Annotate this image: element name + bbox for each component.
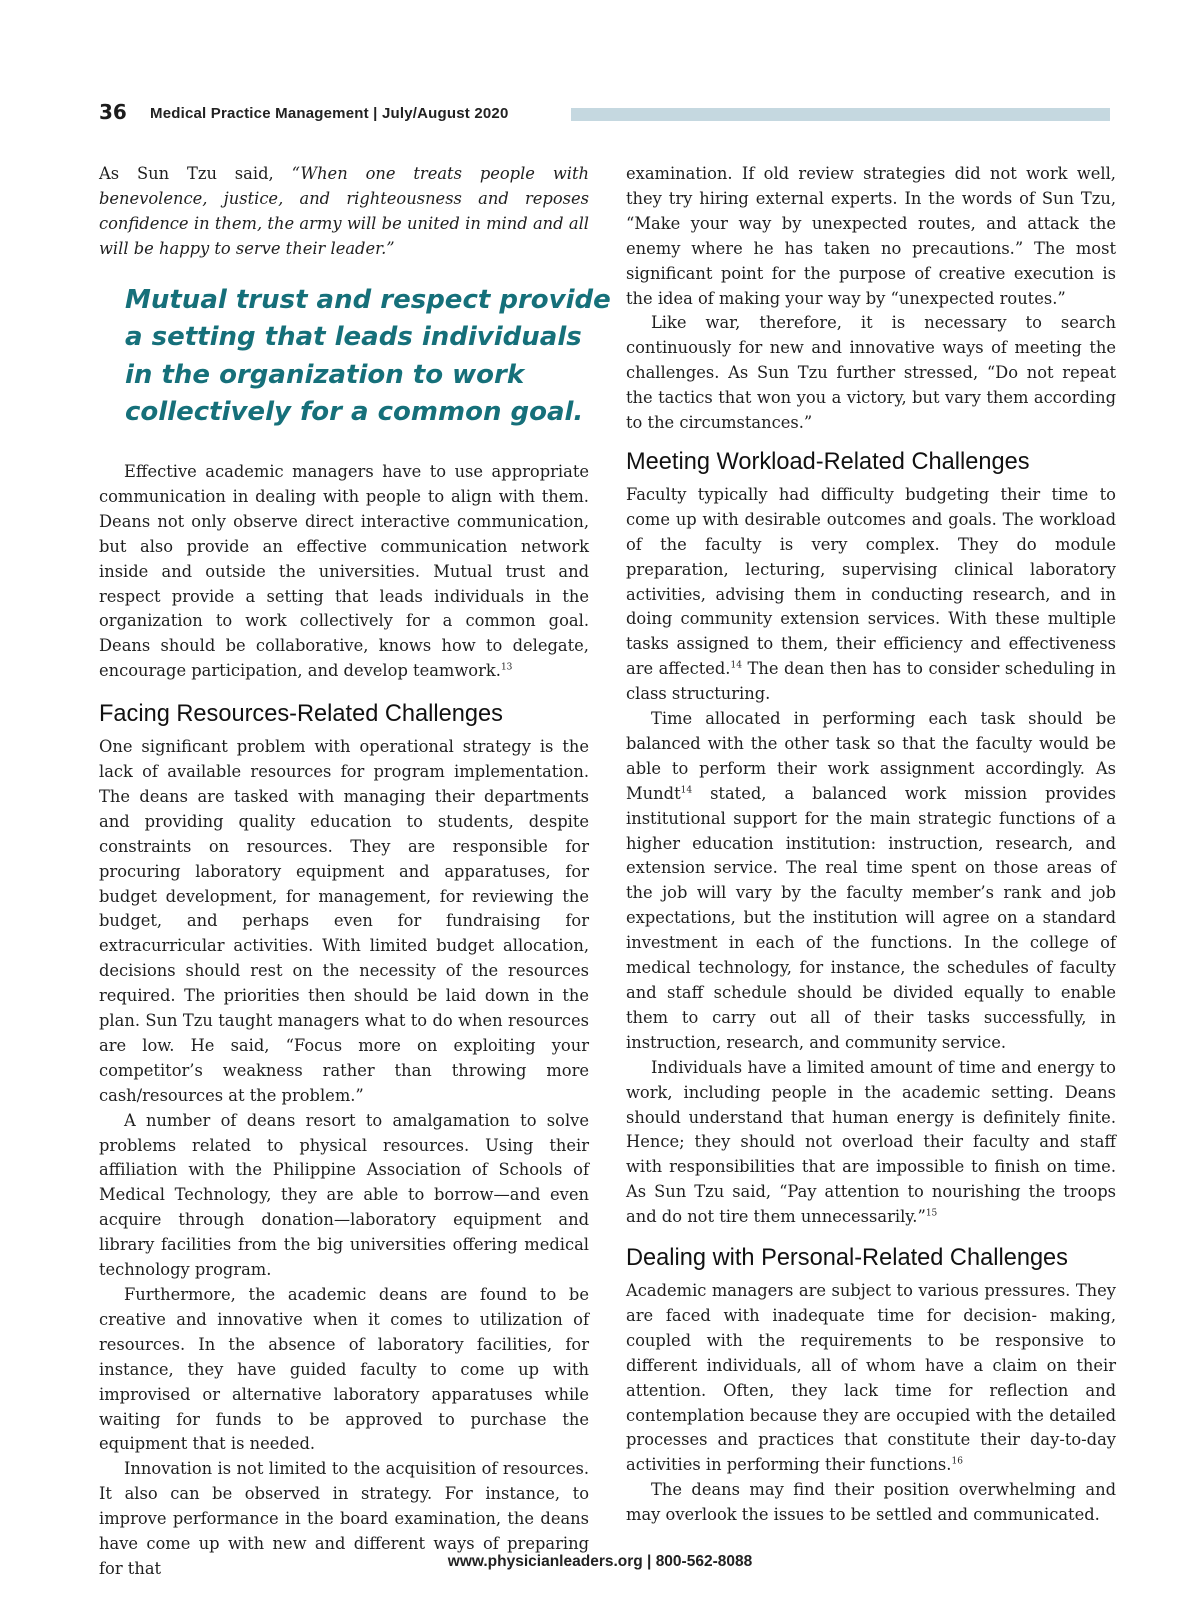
pull-quote-line: in the organization to work bbox=[125, 359, 525, 390]
page-number: 36 bbox=[99, 100, 127, 124]
body-paragraph: A number of deans resort to amalgamation to solve problems related to physical resources. Using their affiliation with the Philippine Association of Schools of Medical Technology, they are able to borrow—and even acquire through donation—laboratory equipment and library facilities from the big universities offering medical technology program. bbox=[99, 1110, 589, 1280]
body-paragraph: Individuals have a limited amount of time and energy to work, including people in the academic setting. Deans should understand that human energy is definitely finite. Hence; they should not overload their faculty and staff with responsibilities that are impossible to finish on time. As Sun Tzu said, “Pay attention to nourishing the troops and do not tire them unnecessarily.”$^{15}$ bbox=[626, 1057, 1116, 1227]
reference-superscript: 15 bbox=[925, 1208, 938, 1219]
section-heading-resources: Facing Resources-Related Challenges bbox=[99, 701, 503, 728]
intro-quote: “When one treats people with benevolence, justice, and righteousness and reposes confidence in them, the army will be united in mind and all will be happy to serve their leader.” bbox=[99, 164, 589, 258]
pull-quote-line: collectively for a common goal. bbox=[125, 397, 584, 428]
intro-quote-paragraph bbox=[99, 162, 589, 262]
section-heading-personal: Dealing with Personal-Related Challenges bbox=[626, 1245, 1068, 1272]
pull-quote-line: Mutual trust and respect provide bbox=[125, 284, 611, 315]
body-paragraph: The deans may find their position overwhelming and may overlook the issues to be settled and communicated. bbox=[626, 1480, 1116, 1525]
reference-superscript: 14 bbox=[680, 785, 693, 796]
body-paragraph: One significant problem with operational strategy is the lack of available resources for program implementation. The deans are tasked with managing their departments and providing quality education to students, despite constraints on resources. They are responsible for procuring laboratory equipment and apparatuses, for budget development, for management, for reviewing the budget, and perhaps even for fundraising for extracurricular activities. With limited budget allocation, decisions should rest on the necessity of the resources required. The priorities then should be laid down in the plan. Sun Tzu taught managers what to do when resources are low. He said, “Focus more on exploiting your competitor’s weakness rather than throwing more cash/resources at the problem.” bbox=[99, 737, 589, 1105]
body-paragraph: examination. If old review strategies did not work well, they try hiring external experts. In the words of Sun Tzu, “Make your way by unexpected routes, and attack the enemy where he has taken no precautions.” The most significant point for the purpose of creative execution is the idea of making your way by “unexpected routes.” bbox=[626, 164, 1116, 308]
reference-superscript: 14 bbox=[730, 660, 742, 671]
header-rule-bar bbox=[571, 108, 1110, 121]
body-paragraph: Faculty typically had difficulty budgeting their time to come up with desirable outcomes and goals. The workload of the faculty is very complex. They do module preparation, lecturing, supervising clinical laboratory activities, advising them in conducting research, and in doing community extension services. With these multiple tasks assigned to them, their efficiency and effectiveness are affected.$^{14}$ The dean then has to consider scheduling in class structuring. bbox=[626, 484, 1116, 704]
reference-superscript: 13 bbox=[500, 662, 513, 673]
reference-superscript: 16 bbox=[951, 1456, 963, 1467]
intro-prefix: As Sun Tzu said, bbox=[99, 164, 292, 183]
body-paragraph: Like war, therefore, it is necessary to search continuously for new and innovative ways of meeting the challenges. As Sun Tzu further stressed, “Do not repeat the tactics that won you a victory, but vary them according to the circumstances.” bbox=[626, 313, 1116, 433]
body-paragraph: Effective academic managers have to use appropriate communication in dealing with people to align with them. Deans not only observe direct interactive communication, but also provide an effective communication network inside and outside the universities. Mutual trust and respect provide a setting that leads individuals in the organization to work collectively for a common goal. Deans should be collaborative, knows how to delegate, encourage participation, and develop teamwork.$^{13}$ bbox=[99, 462, 589, 681]
body-paragraph: Innovation is not limited to the acquisition of resources. It also can be observed in strategy. For instance, to improve performance in the board examination, the deans have come up with new and different ways of preparing for that bbox=[99, 1459, 589, 1578]
pull-quote-line: a setting that leads individuals bbox=[125, 322, 582, 353]
pull-quote bbox=[125, 282, 611, 432]
section-heading-workload: Meeting Workload-Related Challenges bbox=[626, 448, 1030, 475]
body-paragraph: Time allocated in performing each task should be balanced with the other task so that the faculty would be able to perform their work assignment accordingly. As Mundt$^{14}$ stated, a balanced work mission provides institutional support for the main strategic functions of a higher education institution: instruction, research, and extension service. The real time spent on those areas of the job will vary by the faculty member’s rank and job expectations, but the institution will agree on a standard investment in each of the functions. In the college of medical technology, for instance, the schedules of faculty and staff schedule should be divided equally to enable them to carry out all of their tasks successfully, in instruction, research, and community service. bbox=[626, 709, 1116, 1052]
right-column bbox=[626, 162, 1116, 1528]
body-paragraph: Academic managers are subject to various pressures. They are faced with inadequate time for decision- making, coupled with the requirements to be responsive to different individuals, all of whom have a claim on their attention. Often, they lack time for reflection and contemplation because they are occupied with the detailed processes and practices that constitute their day-to-day activities in performing their functions.$^{16}$ bbox=[626, 1280, 1116, 1475]
page-footer: www.physicianleaders.org | 800-562-8088 bbox=[447, 1553, 753, 1570]
running-head: Medical Practice Management | July/August 2020 bbox=[150, 105, 509, 122]
body-paragraph: Furthermore, the academic deans are found to be creative and innovative when it comes to utilization of resources. In the absence of laboratory facilities, for instance, they have guided faculty to come up with improvised or alternative laboratory apparatuses while waiting for funds to be approved to purchase the equipment that is needed. bbox=[99, 1285, 589, 1454]
page-header bbox=[99, 100, 1110, 132]
